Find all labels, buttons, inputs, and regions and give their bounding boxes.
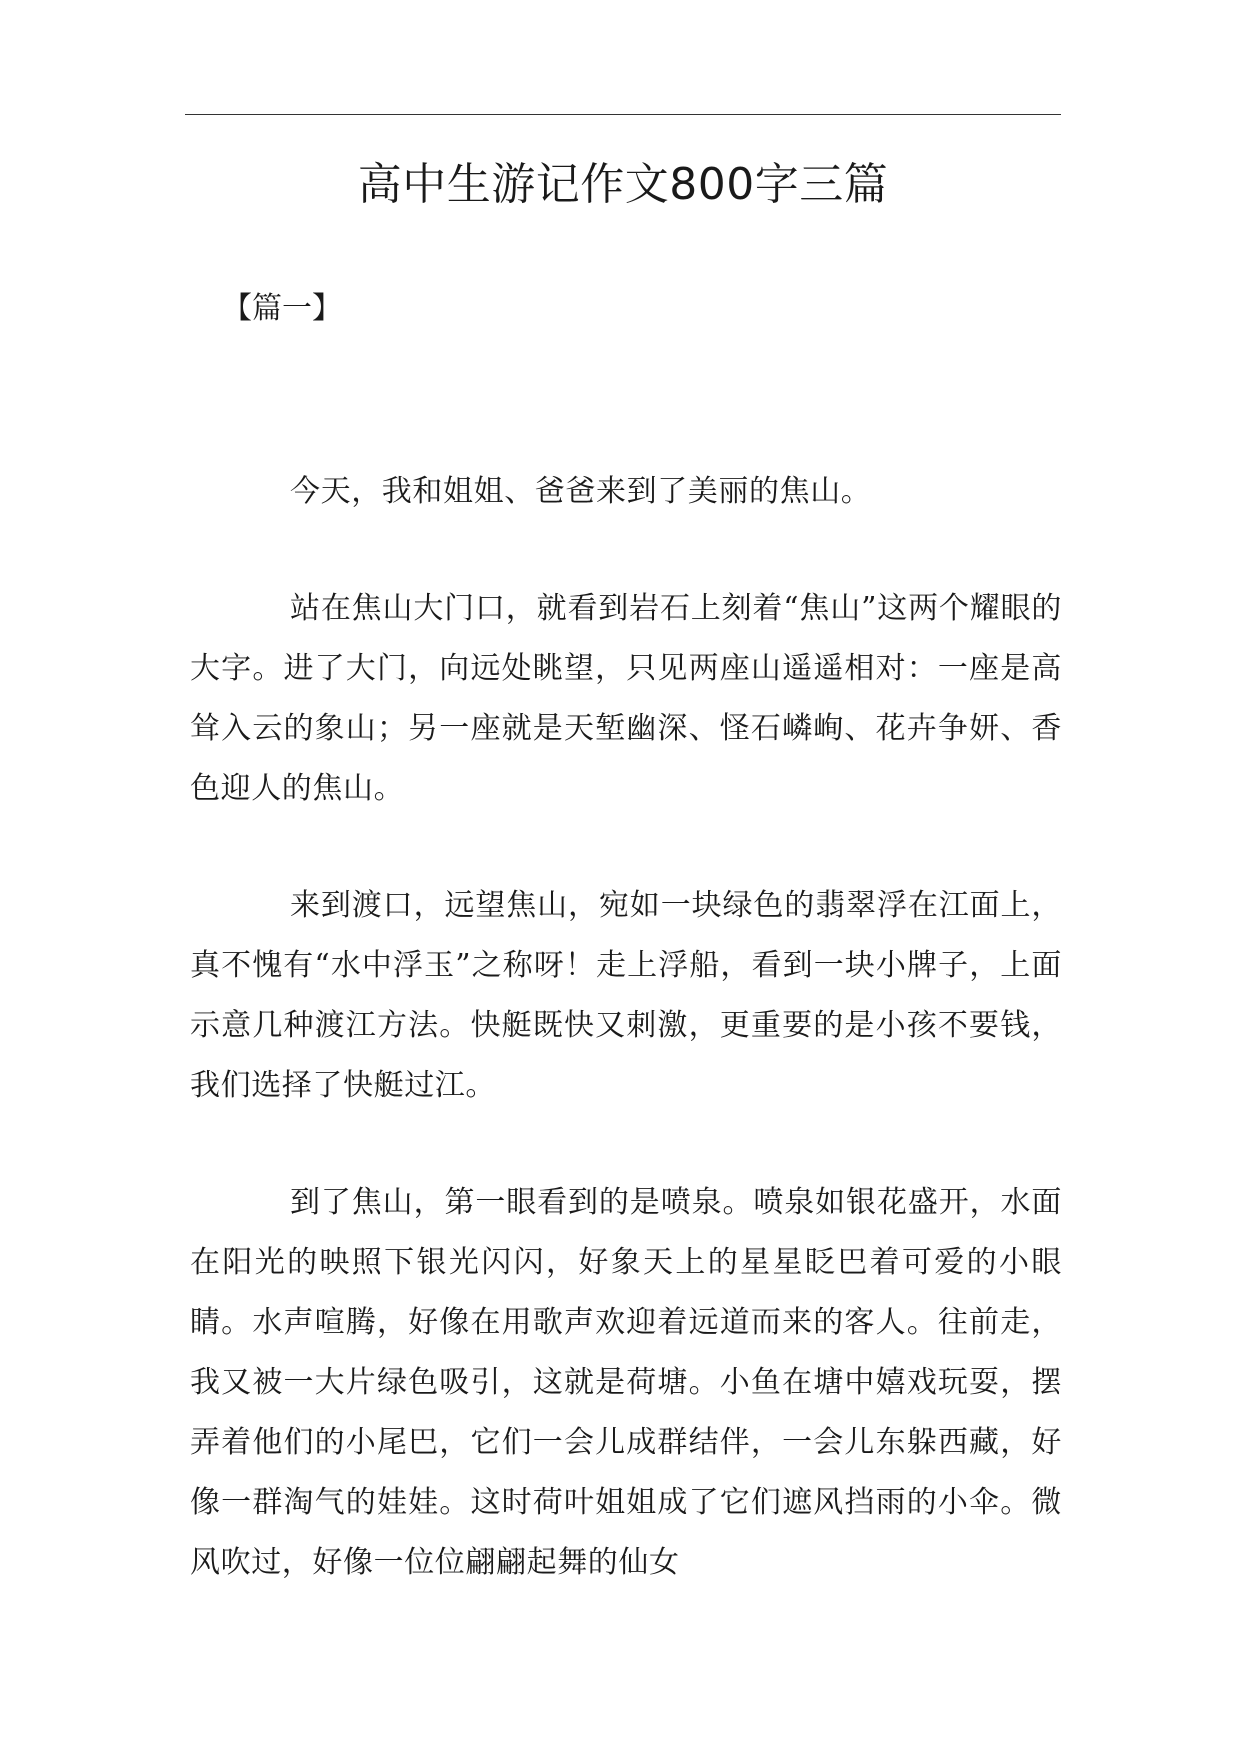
paragraph-3: 来到渡口，远望焦山，宛如一块绿色的翡翠浮在江面上，真不愧有“水中浮玉”之称呀！走上浮船，看到一块小牌子，上面示意几种渡江方法。快艇既快又刺激，更重要的是小孩不要钱，我们选择了快艇过江。 xyxy=(190,888,1062,1103)
paragraph-2: 站在焦山大门口，就看到岩石上刻着“焦山”这两个耀眼的大字。进了大门，向远处眺望，只见两座山遥遥相对：一座是高耸入云的象山；另一座就是天堑幽深、怪石嶙峋、花卉争妍、香色迎人的焦山。 xyxy=(190,591,1062,806)
document-title: 高中生游记作文800字三篇 xyxy=(357,159,889,210)
paragraph-4: 到了焦山，第一眼看到的是喷泉。喷泉如银花盛开，水面在阳光的映照下银光闪闪，好象天上的星星眨巴着可爱的小眼睛。水声喧腾，好像在用歌声欢迎着远道而来的客人。往前走，我又被一大片绿色吸引，这就是荷塘。小鱼在塘中嬉戏玩耍，摆弄着他们的小尾巴，它们一会儿成群结伴，一会儿东躲西藏，好像一群淘气的娃娃。这时荷叶姐姐成了它们遮风挡雨的小伞。微风吹过，好像一位位翩翩起舞的仙女 xyxy=(190,1185,1062,1580)
paragraph-1: 今天，我和姐姐、爸爸来到了美丽的焦山。 xyxy=(290,474,872,509)
section-label: 【篇一】 xyxy=(222,291,342,326)
body-text xyxy=(190,462,1062,1593)
header-rule xyxy=(185,114,1061,115)
